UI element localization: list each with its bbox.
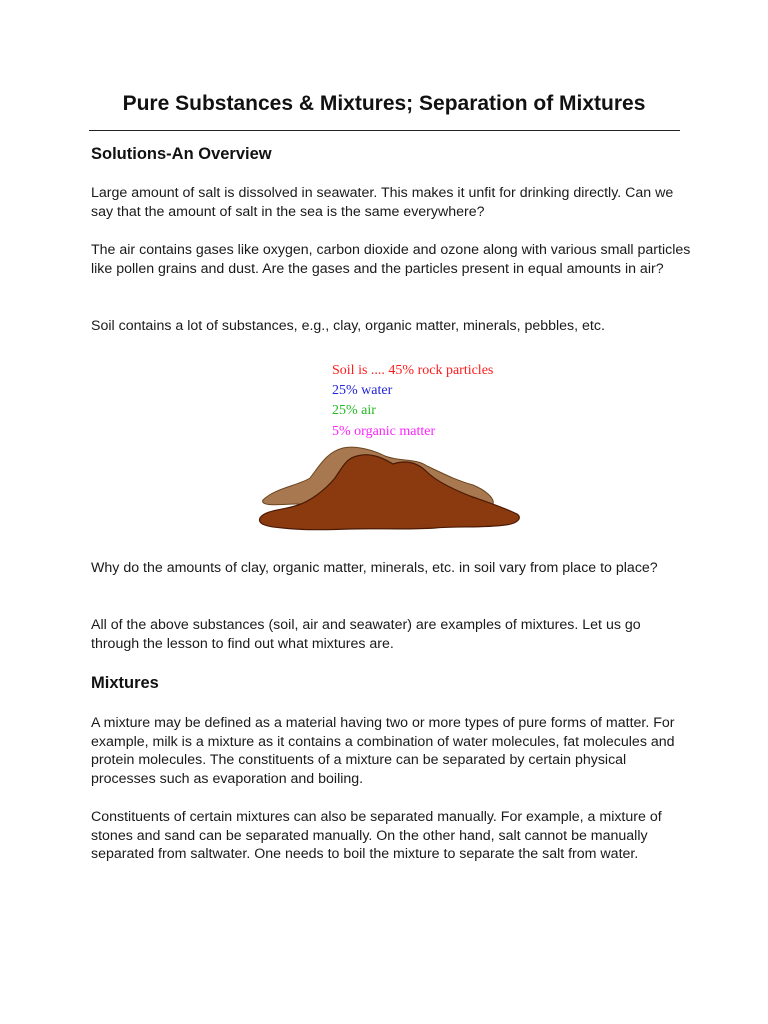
soil-pile-illustration: [255, 440, 525, 540]
paragraph-air-contents: The air contains gases like oxygen, carbon dioxide and ozone along with various small particles like pollen grains and dust. Are the gases and the particles present in equal amounts in air?: [91, 242, 691, 277]
paragraph-mixture-definition: A mixture may be defined as a material having two or more types of pure forms of matter. For example, milk is a mixture as it contains a combination of water molecules, fat molecules and protein molecules. The constituents of a mixture can be separated by certain physical processes such as evaporation and boiling.: [91, 715, 675, 788]
title-divider: [89, 130, 680, 131]
paragraph-examples-mixtures: All of the above substances (soil, air and seawater) are examples of mixtures. Let us go through the lesson to find out what mixtures are.: [91, 617, 641, 652]
soil-composition-figure: [255, 355, 525, 540]
paragraph-salt-seawater: Large amount of salt is dissolved in seawater. This makes it unfit for drinking directly. Can we say that the amount of salt in the sea is the same everywhere?: [91, 185, 674, 220]
figure-caption-rock: Soil is .... 45% rock particles: [332, 363, 494, 378]
section-heading-solutions: Solutions-An Overview: [91, 145, 272, 163]
section-heading-mixtures: Mixtures: [91, 674, 159, 692]
paragraph-manual-separation: Constituents of certain mixtures can also be separated manually. For example, a mixture of stones and sand can be separated manually. On the other hand, salt cannot be manually separated from saltwater. One needs to boil the mixture to separate the salt from water.: [91, 809, 662, 863]
paragraph-soil-vary: Why do the amounts of clay, organic matter, minerals, etc. in soil vary from place to place?: [91, 560, 658, 576]
figure-caption-organic: 5% organic matter: [332, 424, 436, 439]
figure-caption-water: 25% water: [332, 383, 393, 398]
page-title: Pure Substances & Mixtures; Separation of Mixtures: [122, 92, 646, 115]
figure-caption-air: 25% air: [332, 403, 376, 418]
paragraph-soil-contents: Soil contains a lot of substances, e.g., clay, organic matter, minerals, pebbles, etc.: [91, 318, 605, 334]
